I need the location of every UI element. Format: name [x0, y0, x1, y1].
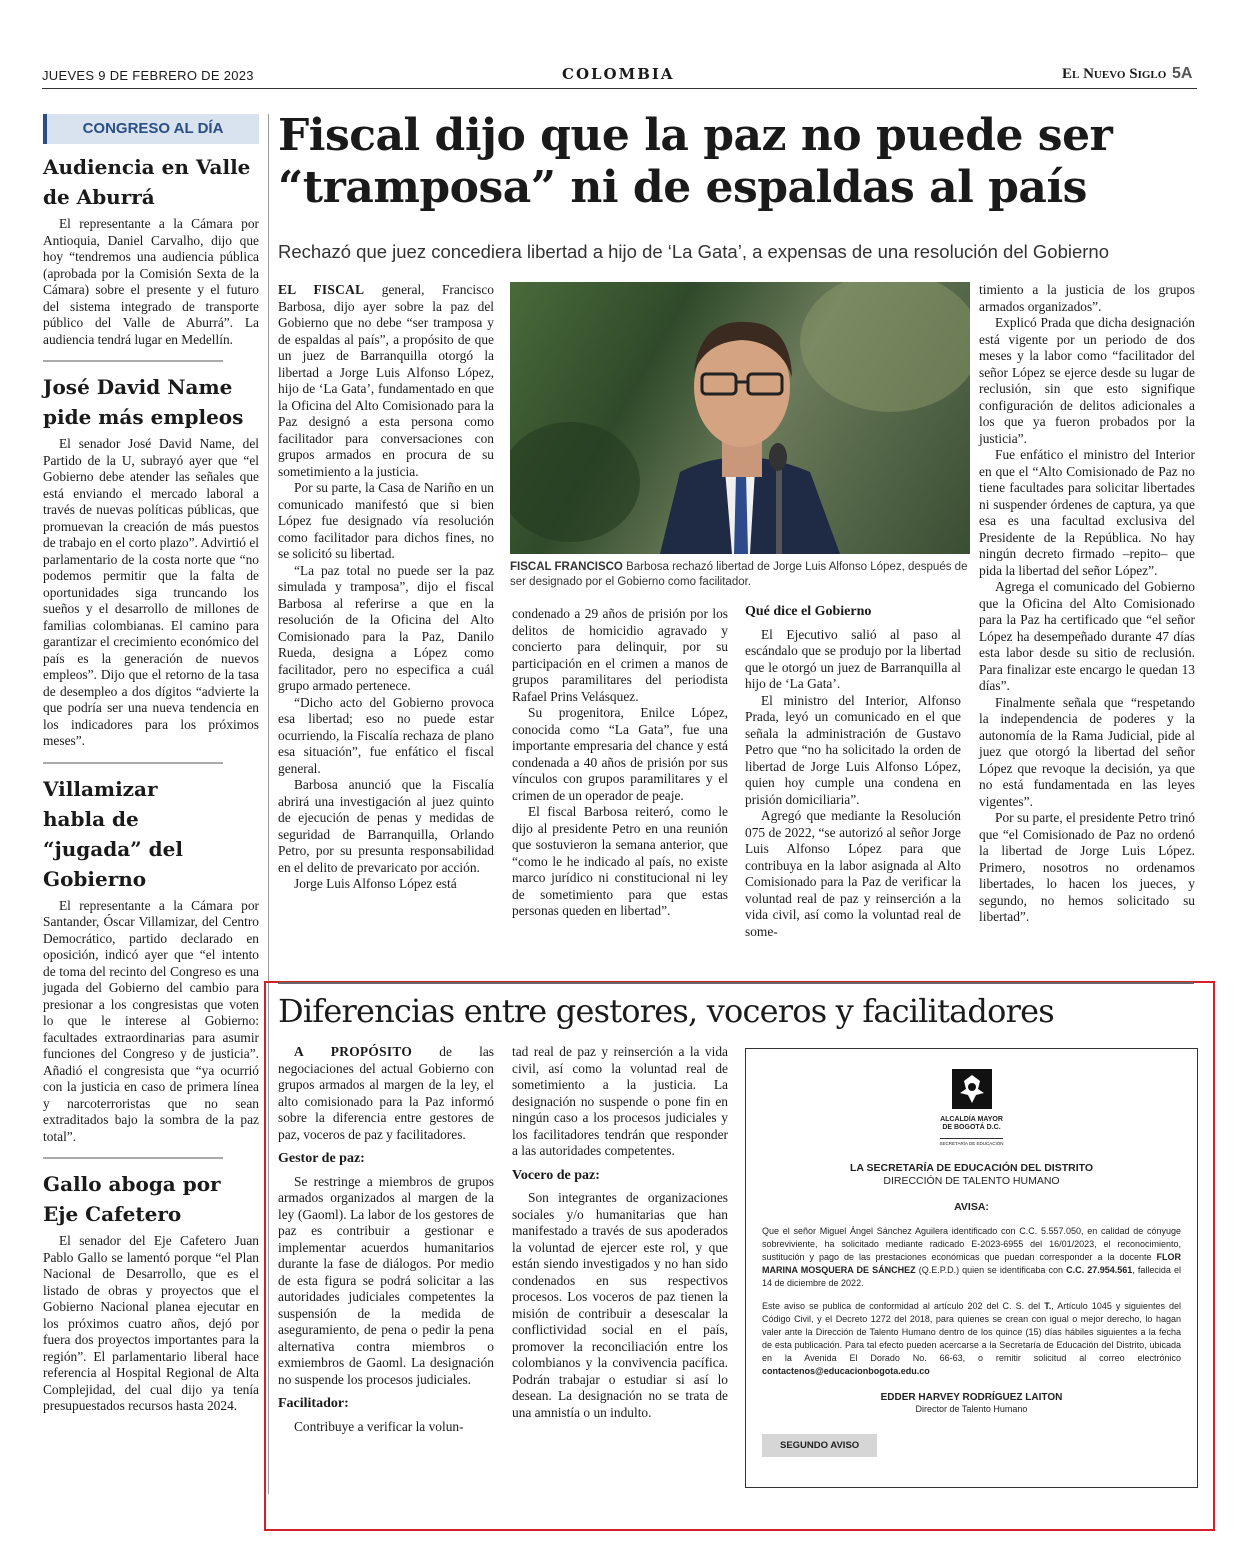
logo-line-2: DE BOGOTÁ D.C. [942, 1124, 1001, 1131]
main-lead: EL FISCAL [278, 282, 365, 297]
main-paragraph: Por su parte, el presidente Petro trinó que “el Comisionado de Paz no ordenó la libertad de Jorge Luis López. Primero, nosotros no ordenamos libertades, lo hacen los jueces, y segundo, no hemos solicitado su libertad”. [979, 810, 1195, 924]
sidebar-headline-3: Villamizar habla de “jugada” del Gobierno [43, 776, 183, 891]
notice-dept: DIRECCIÓN DE TALENTO HUMANO [883, 1175, 1060, 1187]
main-paragraph: Jorge Luis Alfonso López está [294, 876, 457, 891]
main-paragraph: Explicó Prada que dicha designación está vigente por un periodo de dos meses y la labor como “facilitador del señor López se ejerce desde su lugar de reclusión, sin que esto signifique configuración de delitos adicionales a los que ya fueron probados por la justicia”. [979, 315, 1195, 446]
portrait-illustration [510, 282, 970, 554]
sidebar-paragraph-2: El senador José David Name, del Partido de la U, subrayó ayer que “el Gobierno debe atender las señales que está enviando el mercado laboral a través de nuevas políticas públicas, que promuevan la creación de más puestos de trabajo en el corto plazo”. Advirtió el parlamentario de la costa norte que “no podemos permitir que la falta de oportunidades siga truncando los sueños y el desarrollo de millones de familias colombianas. El camino para garantizar el crecimiento económico del país es la generación de nuevos empleos”. Dijo que el retorno de la tasa de desempleo a dos dígitos “advierte la que podría ser una nueva tendencia en los indicadores para los próximos meses”. [43, 436, 259, 748]
logo-line-3: SECRETARÍA DE EDUCACIÓN [940, 1138, 1004, 1147]
second-paragraph: Se restringe a miembros de grupos armados organizados al margen de la ley (Gaoml). La labor de los gestores de paz es contribuir a gestionar e implementar acuerdos humanitarios durante la fase de diálogos. Por medio de esta figura se podrá solicitar a las autoridades judiciales competentes la suspensión de la medida de aseguramiento, de pena o pedir la pena alternativa contra miembros o exmiembros de Gaoml. La designación no suspende los procesos judiciales. [278, 1173, 494, 1387]
notice-paragraph-2: Este aviso se publica de conformidad al artículo 202 del C. S. del T., Artículo 1045 y siguientes del Código Civil, y el Decreto 1272 del 2018, para quienes se crean con igual o mejor derecho, lo hagan valer ante la Dirección de Talento Humano dentro de los quince (15) días hábiles siguientes a la fecha de esta publicación. Para tal efecto pueden acercarse a la Secretaría de Educación del Distrito, ubicada en la Avenida El Dorado No. 66-63, o remitir solicitud al correo electrónico contactenos@educacionbogota.edu.co [762, 1301, 1182, 1376]
main-paragraph: Agregó que mediante la Resolución 075 de 2022, “se autorizó al señor Jorge Luis Alfonso López para que contribuya en la labor asignada al Alto Comisionado para la Paz de verificar la voluntad real de paz y reinserción a la vida civil, así como la voluntad real de some- [745, 808, 961, 939]
newspaper-name: El Nuevo Siglo [1062, 66, 1167, 82]
sidebar [43, 152, 259, 1415]
bogota-shield-icon [950, 1067, 994, 1111]
sidebar-paragraph-1: El representante a la Cámara por Antioquia, Daniel Carvalho, dijo que hoy “tendremos una audiencia pública (aprobada por la Comisión Sexta de la Cámara) sobre el presente y el futuro del sistema integrado de transporte público del Valle de Aburrá”. La audiencia tendrá lugar en Medellín. [43, 216, 259, 347]
legal-notice [745, 1048, 1198, 1488]
notice-signer: EDDER HARVEY RODRÍGUEZ LAITON [880, 1392, 1063, 1403]
header-rule [42, 88, 1197, 89]
sidebar-tag [43, 114, 259, 144]
main-column-4 [979, 282, 1195, 926]
second-paragraph: Son integrantes de organizaciones sociales y/o humanitarias que han manifestado a través de sus apoderados la voluntad de ejercer este rol, y que están siendo investigados y no han sido condenados en sus respectivos procesos. Los voceros de paz tienen la misión de contribuir a desescalar la conflictividad social en el país, promover la reconciliación entre los colombianos y la convivencia pacífica. Podrán trabajar o estudiar si así lo desean. La designación no se trata de una amnistía o un indulto. [512, 1190, 728, 1420]
main-paragraph: El ministro del Interior, Alfonso Prada, leyó un comunicado en el que señala la administración de Gustavo Petro que “no ha solicitado la orden de libertad de Jorge Luis Alfonso López, quien hoy cumple una condena en prisión domiciliaria”. [745, 692, 961, 807]
photo-caption [510, 560, 970, 590]
notice-paragraph-1: Que el señor Miguel Ángel Sánchez Aguilera identificado con C.C. 5.557.050, en calidad de cónyuge sobreviviente, ha solicitado mediante radicado E-2023-6955 del 16/01/2023, el reconocimiento, sustitución y pago de las prestaciones económicas que puedan corresponder a la docente FLOR MARINA MOSQUERA DE SÁNCHEZ (Q.E.P.D.) quien se identificaba con C.C. 27.954.561, fallecida el 14 de diciembre de 2022. [762, 1226, 1182, 1288]
main-paragraph: El fiscal Barbosa reiteró, como le dijo al presidente Petro en una reunión que sostuvieron la semana anterior, que “como le he indicado al país, no existe marco jurídico ni constitucional ni ley de sometimiento para que estas personas queden en libertad”. [512, 804, 728, 918]
sidebar-divider [43, 1157, 223, 1159]
notice-email: contactenos@educacionbogota.edu.co [762, 1366, 930, 1376]
page-number: 5A [1172, 65, 1193, 82]
notice-signer-role: Director de Talento Humano [915, 1404, 1028, 1414]
main-paragraph: “La paz total no puede ser la paz simulada y tramposa”, dijo el fiscal Barbosa al referirse a que en la resolución de la Oficina del Alto Comisionado para la Paz, Danilo Rueda, designa a López como facilitador, pero no especifica a cuál grupo armado pertenece. [278, 562, 494, 693]
second-column-2 [512, 1044, 728, 1421]
main-paragraph: condenado a 29 años de prisión por los delitos de homicidio agravado y concierto para delinquir, por su participación en el crimen a manos de grupos paramilitares del periodista Rafael Prins Velásquez. [512, 606, 728, 704]
sidebar-headline-4: Gallo aboga por Eje Cafetero [43, 1172, 221, 1226]
main-column-1 [278, 282, 494, 893]
main-column-2 [512, 606, 728, 920]
main-deck: Rechazó que juez concediera libertad a hijo de ‘La Gata’, a expensas de una resolución del Gobierno [278, 241, 1109, 262]
main-paragraph: El Ejecutivo salió al paso al escándalo que se produjo por la libertad que le otorgó un juez de Barranquilla al hijo de ‘La Gata’. [745, 626, 961, 691]
caption-lead: FISCAL FRANCISCO [510, 561, 623, 573]
main-paragraph: “Dicho acto del Gobierno provoca esa libertad; eso no puede estar ocurriendo, la Fiscalía rechaza de plano esa situación”, fue enfático el fiscal general. [278, 694, 494, 776]
sidebar-text-2 [43, 436, 259, 750]
sidebar-divider [43, 762, 223, 764]
main-paragraph: Barbosa anunció que la Fiscalía abrirá una investigación al juez quinto de ejecución de penas y medidas de seguridad de Barranquilla, Orlando Petro, por su presunta responsabilidad en el delito de prevaricato por acción. [278, 777, 494, 875]
notice-badge: SEGUNDO AVISO [762, 1434, 877, 1457]
second-paragraph: tad real de paz y reinserción a la vida civil, así como la voluntad real de sometimiento a la justicia. La designación no suspende o pone fin en ningún caso a los procesos judiciales y los facilitadores tendrán que responder a las autoridades competentes. [512, 1044, 728, 1158]
main-paragraph: Por su parte, la Casa de Nariño en un comunicado manifestó que si bien López fue designado vía resolución como facilitador para dichos fines, no se solicitó su libertad. [278, 480, 494, 561]
subheading-vocero: Vocero de paz: [512, 1167, 600, 1183]
main-paragraph: Agrega el comunicado del Gobierno que la Oficina del Alto Comisionado para la Paz ha certificado que “el señor López ha desempeñado durante 47 días esta labor desde su sitio de reclusión. Para finalizar este encargo le quedan 13 días”. [979, 579, 1195, 693]
notice-org: LA SECRETARÍA DE EDUCACIÓN DEL DISTRITO [849, 1162, 1094, 1174]
main-headline: Fiscal dijo que la paz no puede ser “tramposa” ni de espaldas al país [278, 110, 1113, 213]
sidebar-text-3 [43, 898, 259, 1146]
subheading-government: Qué dice el Gobierno [745, 604, 872, 619]
subheading-gestor: Gestor de paz: [278, 1151, 365, 1166]
subheading-facilitador: Facilitador: [278, 1396, 349, 1411]
sidebar-paragraph-3: El representante a la Cámara por Santander, Óscar Villamizar, del Centro Democrático, partido declarado en oposición, indicó ayer que “el intento de toma del recinto del Congreso es una jugada del Gobierno del cambio para presionar a los congresistas que voten lo que le interese al Gobierno: facultades extraordinarias para asumir funciones del Congreso y de justicia”. Añadió el congresista que “ya ocurrió con la justicia en caso de primera línea y narcoterroristas que no sean extraditados bajo la sombra de la paz total”. [43, 897, 259, 1144]
logo-line-1: ALCALDÍA MAYOR [940, 1116, 1003, 1123]
caption-text: Barbosa rechazó libertad de Jorge Luis Alfonso López, después de ser designado por el Gobierno como facilitador. [510, 561, 968, 588]
sidebar-headline-2: José David Name pide más empleos [43, 375, 244, 429]
page-date: JUEVES 9 DE FEBRERO DE 2023 [42, 68, 254, 83]
sidebar-paragraph-4: El senador del Eje Cafetero Juan Pablo Gallo se lamentó porque “el Plan Nacional de Desarrollo, que es el listado de obras y proyectos que el Gobierno Nacional planea ejecutar en los próximos cuatro años, dejó por fuera dos proyectos importantes para la región”. El parlamentario liberal hace referencia al Hospital Regional de Alta Complejidad, del cual dijo ya tenía presupuestados recursos hasta 2024. [43, 1233, 259, 1413]
main-paragraph: Fue enfático el ministro del Interior en que el “Alto Comisionado de Paz no tiene facultades para solicitar libertades ni suspender órdenes de captura, ya que esa es una facultad exclusiva del Presidente de la República. No hay ningún decreto firmado –repito– que pida la libertad del señor López”. [979, 447, 1195, 578]
main-paragraph: timiento a la justicia de los grupos armados organizados”. [979, 282, 1195, 314]
second-paragraph: A PROPÓSITO de las negociaciones del actual Gobierno con grupos armados al margen de la ley, el alto comisionado para la Paz informó sobre la diferencia entre gestores de paz, voceros de paz y facilitadores. [278, 1044, 494, 1142]
frame-top-rule [278, 982, 1194, 984]
sidebar-text-1 [43, 216, 259, 348]
second-headline: Diferencias entre gestores, voceros y facilitadores [278, 992, 1054, 1030]
sidebar-headline-1: Audiencia en Valle de Aburrá [43, 155, 251, 209]
second-column-1 [278, 1044, 494, 1435]
notice-logo [762, 1067, 1181, 1150]
second-paragraph: Contribuye a verificar la volun- [294, 1418, 464, 1434]
sidebar-text-4 [43, 1233, 259, 1415]
main-paragraph: Su progenitora, Enilce López, conocida como “La Gata”, fue una importante empresaria del chance y está condenada a 40 años de prisión por sus vínculos con grupos paramilitares y el crimen de un operador de peaje. [512, 705, 728, 803]
fiscal-photo [510, 282, 970, 554]
notice-title: AVISA: [954, 1201, 989, 1213]
sidebar-divider [43, 360, 223, 362]
main-column-3 [745, 604, 961, 940]
sidebar-tag-label: CONGRESO AL DÍA [82, 120, 224, 137]
section-name: COLOMBIA [562, 65, 675, 83]
main-paragraph: Finalmente señala que “respetando la independencia de poderes y la autonomía de la Rama Judicial, pide al juez que otorgó la libertad del señor López que revoque la decisión, ya que no está fundamentada en las leyes vigentes”. [979, 694, 1195, 809]
main-paragraph: EL FISCAL general, Francisco Barbosa, dijo ayer sobre la paz del Gobierno que no debe “ser tramposa y de espaldas al país”, a propósito de que un juez de Barranquilla otorgó la libertad a Jorge Luis Alfonso López, hijo de ‘La Gata’, fundamentado en que la Oficina del Alto Comisionado para la Paz designó a esta persona como facilitador para conversaciones con grupos armados en procura de su sometimiento a la justicia. [278, 282, 494, 479]
second-lead: A PROPÓSITO [294, 1044, 413, 1059]
